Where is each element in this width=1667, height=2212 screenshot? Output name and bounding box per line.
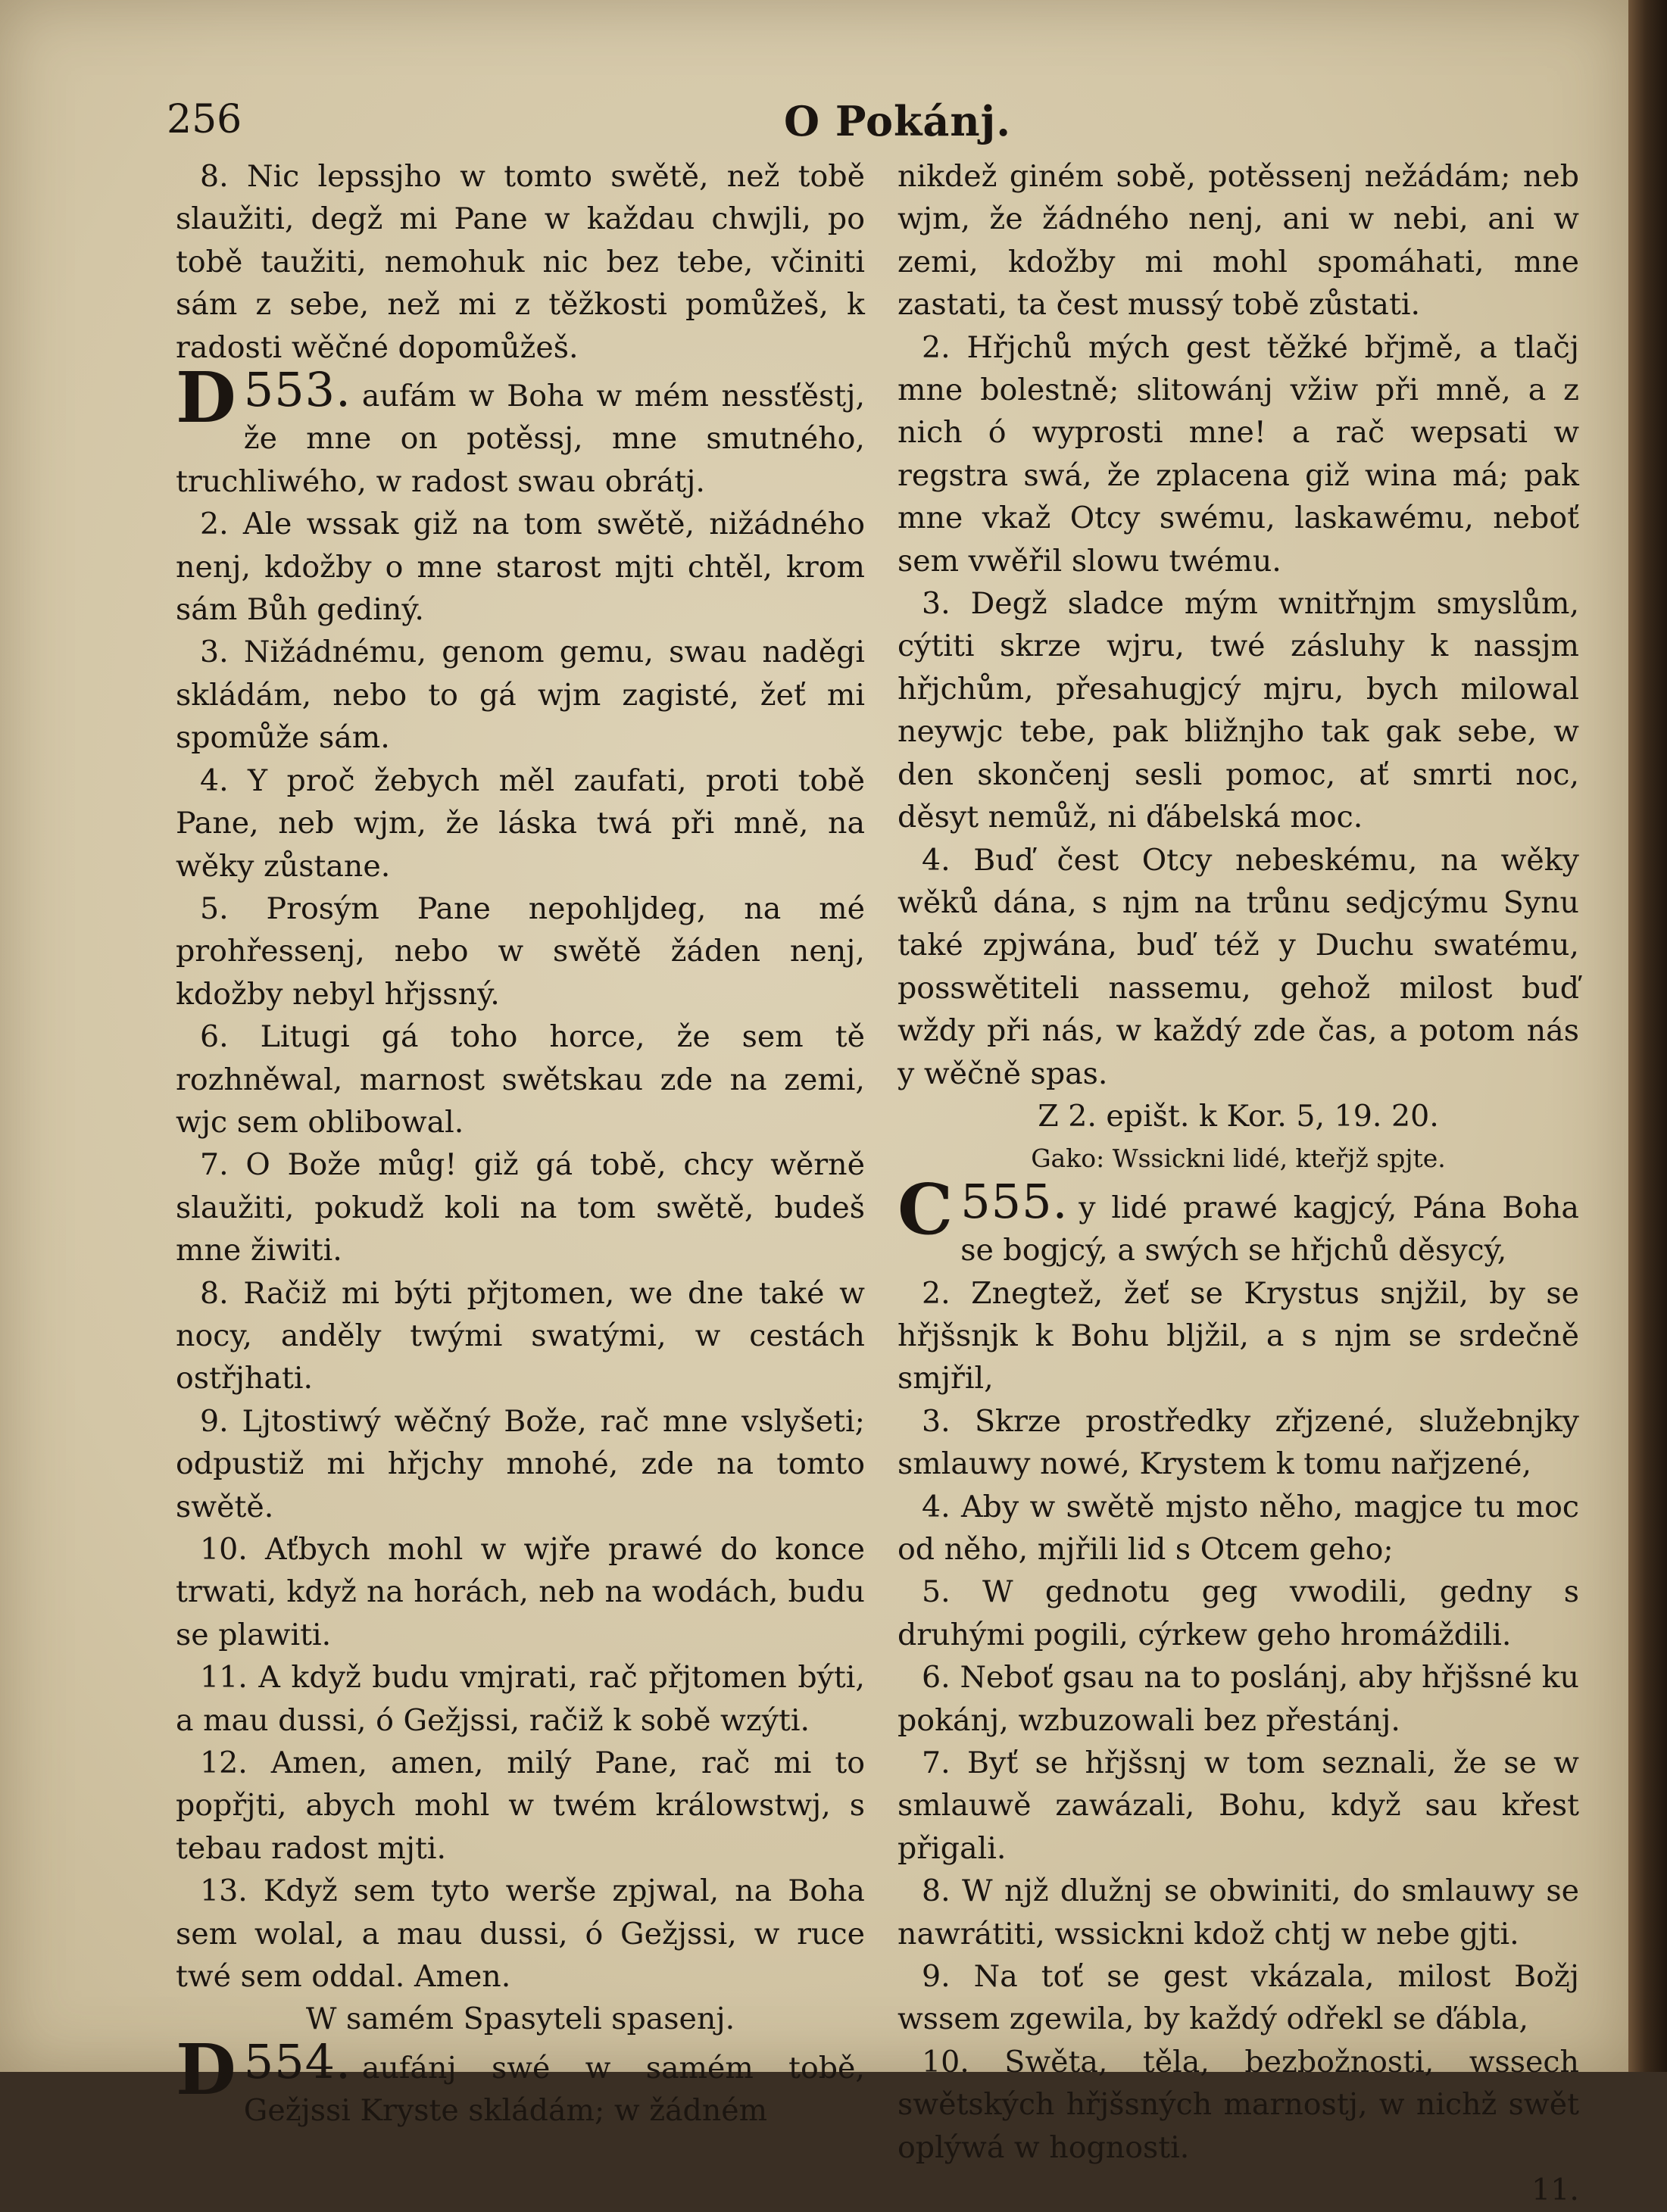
verse-paragraph: 4. Y proč žebych měl zaufati, proti tobě Pane, neb wjm, že láska twá při mně, na wěky zůstane. [176,763,865,884]
running-head: O Pokánj. [784,97,1012,145]
verse-paragraph: 9. Na toť se gest vkázala, milost Božj wssem zgewila, by každý odřekl se ďábla, [897,1959,1579,2037]
section-heading: W samém Spasyteli spasenj. [305,2001,735,2037]
verse-paragraph: 7. Byť se hřjšsnj w tom seznali, že se w smlauwě zawázali, Bohu, když sau křest přigali. [897,1746,1579,1866]
verse-paragraph: nikdež giném sobě, potěssenj nežádám; neb wjm, že žádného nenj, ani w nebi, ani w zemi, kdožby mi mohl spomáhati, mne zastati, ta čest mussý tobě zůstati. [897,159,1579,323]
drop-capital: D [176,357,236,439]
left-hymn-553 [176,357,865,503]
verse-paragraph: 5. W gednotu geg vwodili, gedny s druhými pogili, cýrkew geho hromáždili. [897,1574,1579,1652]
verse-paragraph: 3. Nižádnému, genom gemu, swau naděgi skládám, nebo to gá wjm zagisté, žeť mi spomůže sám. [176,635,865,756]
hymn-verse-text: aufánj swé w samém tobě, Gežjssi Kryste skládám; w žádném [243,2050,865,2129]
hymn-verse-text: y lidé prawé kagjcý, Pána Boha se bogjcý, a swých se hřjchů děsycý, [960,1190,1579,1268]
verse-paragraph: 6. Litugi gá toho horce, že sem tě rozhněwal, marnost swětskau zde na zemi, wjc sem oblibowal. [176,1019,865,1140]
drop-capital: D [176,2028,236,2111]
verse-paragraph: 8. Nic lepssjho w tomto swětě, než tobě slaužiti, degž mi Pane w každau chwjli, po tobě taužiti, nemohuk nic bez tebe, včiniti sám z sebe, než mi z těžkosti pomůžeš, k radosti wěčné dopomůžeš. [176,159,865,365]
verse-paragraph: 6. Neboť gsau na to poslánj, aby hřjšsné ku pokánj, wzbuzowali bez přestánj. [897,1660,1579,1738]
verse-paragraph: 10. Aťbych mohl w wjře prawé do konce trwati, když na horách, neb na wodách, budu se plawiti. [176,1532,865,1652]
right-hymn-555 [897,1168,1579,1272]
hymn-number: 553. [243,362,351,418]
drop-capital: C [897,1168,954,1250]
verse-paragraph: 2. Znegtež, žeť se Krystus snjžil, by se hřjšsnjk k Bohu bljžil, a s njm se srdečně smjřil, [897,1275,1579,1396]
verse-paragraph: 11. A když budu vmjrati, rač přjtomen býti, a mau dussi, ó Gežjssi, račiž k sobě wzýti. [176,1660,865,1738]
verse-paragraph: 13. Když sem tyto werše zpjwal, na Boha sem wolal, a mau dussi, ó Gežjssi, w ruce twé sem oddal. Amen. [176,1873,865,1995]
verse-paragraph: 2. Hřjchů mých gest těžké břjmě, a tlačj mne bolestně; slitowánj vžiw při mně, a z nich ó wyprosti mne! a rač wepsati w regstra swá, že zplacena giž wina má; pak mne vkaž Otcy swému, laskawému, neboť sem vwěřil slowu twému. [897,329,1579,579]
hymn-verse-text: aufám w Boha w mém nessťěstj, že mne on potěssj, mne smutného, truchliwého, w radost swau obrátj. [176,379,865,499]
verse-paragraph: 4. Buď čest Otcy nebeskému, na wěky wěků dána, s njm na trůnu sedjcýmu Synu také zpjwána, buď též y Duchu swatému, posswětiteli nassemu, gehož milost buď wždy při nás, w každý zde čas, a potom nás y wěčně spas. [897,842,1579,1091]
left-column [176,155,865,2132]
verse-paragraph: 3. Skrze prostředky zřjzené, služebnjky smlauwy nowé, Krystem k tomu nařjzené, [897,1403,1579,1482]
right-column [897,155,1579,2212]
page-number: 256 [167,97,242,142]
verse-paragraph: 7. O Bože můg! giž gá tobě, chcy wěrně slaužiti, pokudž koli na tom swětě, budeš mne žiwiti. [176,1147,865,1268]
left-hymn-554 [176,2028,865,2132]
verse-paragraph: 9. Ljtostiwý wěčný Bože, rač mne vslyšeti; odpustiž mi hřjchy mnohé, zde na tomto swětě. [176,1403,865,1524]
hymn-number: 555. [960,1173,1069,1229]
verse-paragraph: 8. Račiž mi býti přjtomen, we dne také w nocy, anděly twými swatými, w cestách ostřjhati. [176,1275,865,1396]
tune-note: Gako: Wssickni lidé, kteřjž spjte. [1031,1143,1446,1174]
verse-paragraph: 8. W njž dlužnj se obwiniti, do smlauwy se nawrátiti, wssickni kdož chtj w nebe gjti. [897,1873,1579,1951]
verse-paragraph: 10. Swěta, těla, bezbožnosti, wssech swětských hřjšsných marnostj, w nichž swět oplýwá w hognosti. [897,2044,1579,2165]
verse-paragraph: 5. Prosým Pane nepohljdeg, na mé prohřessenj, nebo w swětě žáden nenj, kdožby nebyl hřjssný. [176,891,865,1012]
verse-paragraph: 12. Amen, amen, milý Pane, rač mi to popřjti, abych mohl w twém králowstwj, s tebau radost mjti. [176,1746,865,1866]
verse-paragraph: 2. Ale wssak giž na tom swětě, nižádného nenj, kdožby o mne starost mjti chtěl, krom sám Bůh gediný. [176,507,865,628]
hymn-number: 554. [243,2033,351,2089]
page-edge-binding [1628,0,1667,2072]
section-heading: Z 2. epišt. k Kor. 5, 19. 20. [1038,1098,1439,1134]
verse-paragraph: 4. Aby w swětě mjsto něho, magjce tu moc od něho, mjřili lid s Otcem geho; [897,1489,1579,1567]
catchword: 11. [1531,2173,1579,2208]
verse-paragraph: 3. Degž sladce mým wnitřnjm smyslům, cýtiti skrze wjru, twé zásluhy k nassjm hřjchům, přesahugjcý mjru, bych milowal neywjc tebe, pak bližnjho tak gak sebe, w den skončenj sesli pomoc, ať smrti noc, děsyt nemůž, ni ďábelská moc. [897,586,1579,835]
